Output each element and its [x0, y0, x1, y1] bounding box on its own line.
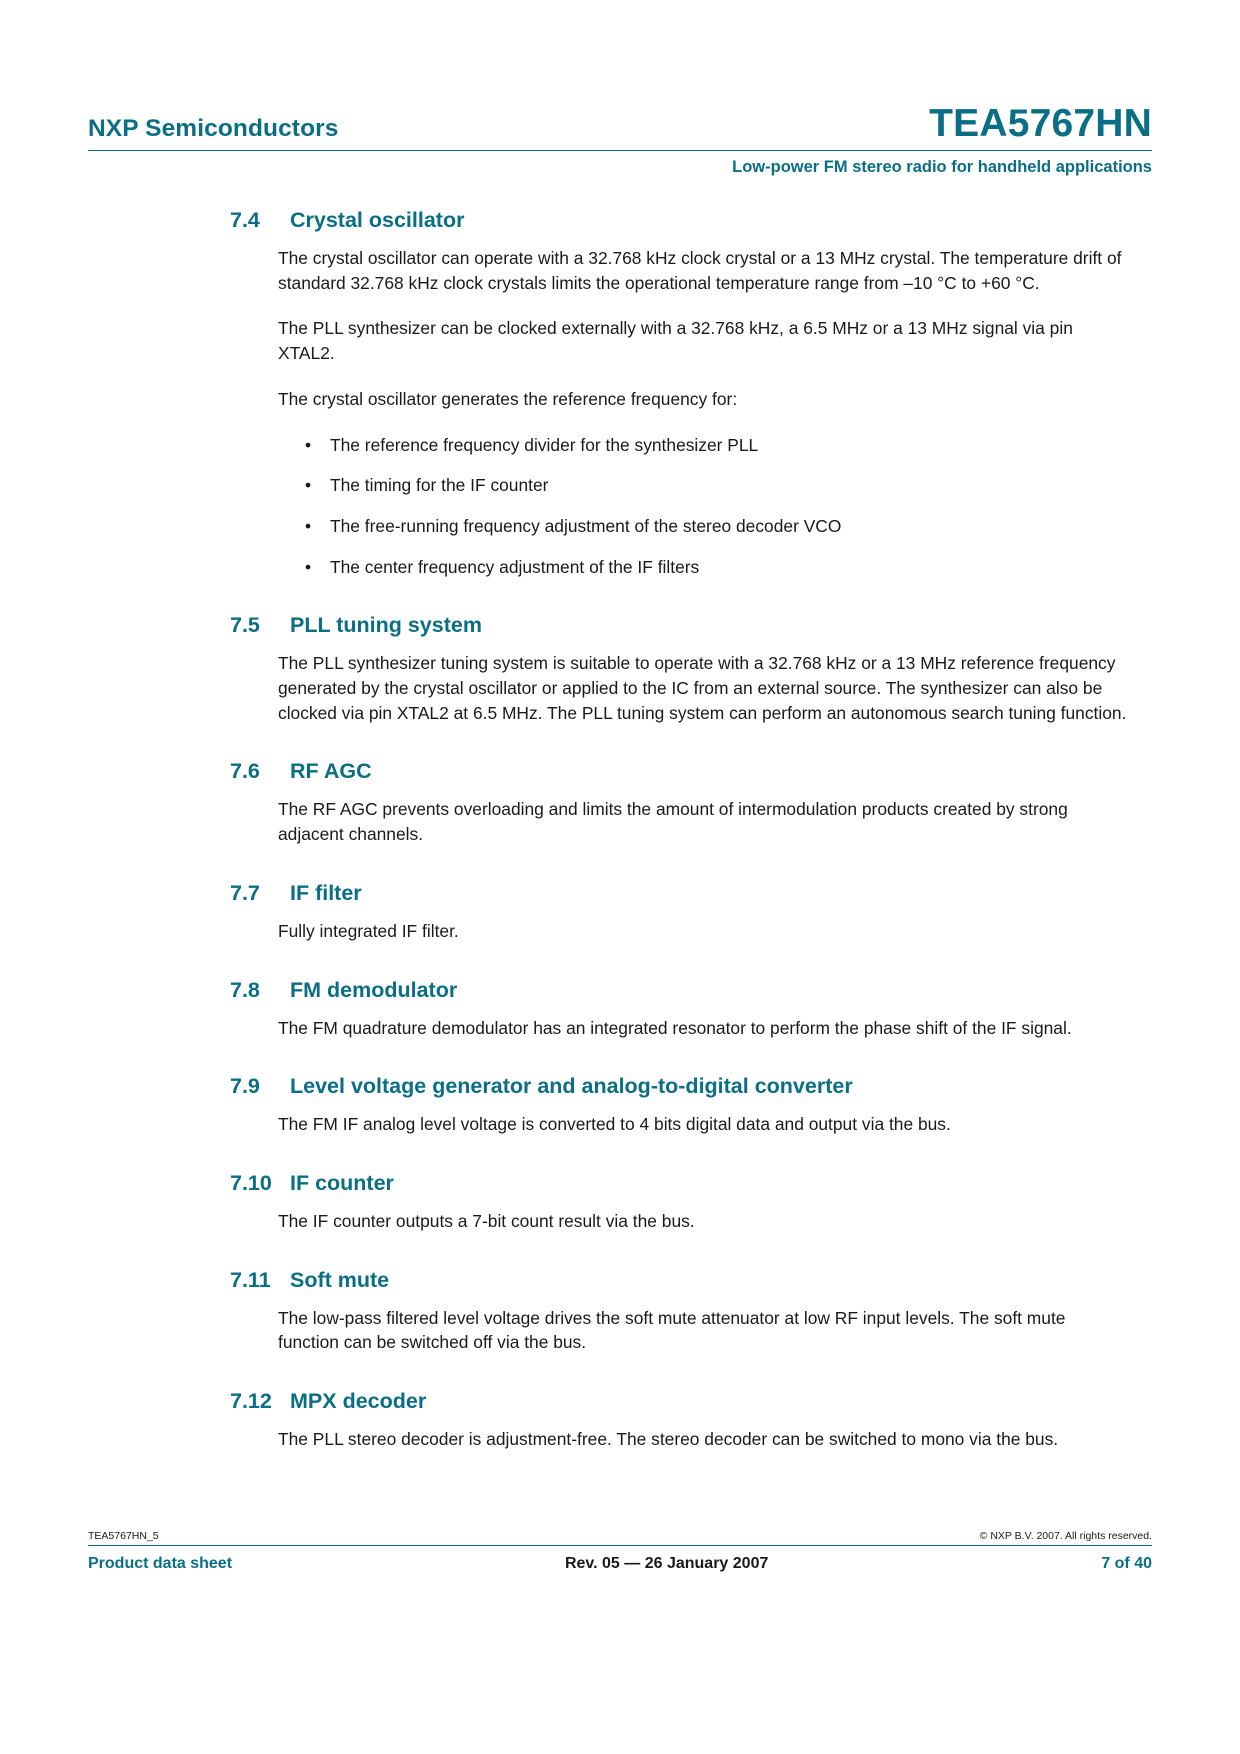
section-body [278, 1306, 1130, 1355]
bullet-list [300, 433, 1130, 580]
section-number: 7.8 [230, 977, 260, 1002]
section-body [278, 651, 1130, 725]
paragraph: The crystal oscillator generates the reference frequency for: [278, 388, 738, 409]
list-item [300, 473, 1130, 498]
section-7-10 [88, 1171, 1152, 1234]
paragraph: The PLL synthesizer tuning system is suitable to operate with a 32.768 kHz or a 13 MHz reference frequency generated by the crystal oscillator or applied to the IC from an external source. The synthesizer can also be clocked via pin XTAL2 at 6.5 MHz. The PLL tuning system can perform an autonomous search tuning function. [278, 653, 1127, 723]
list-item [300, 433, 1130, 458]
section-number: 7.11 [230, 1267, 271, 1292]
bullet-icon: • [305, 556, 312, 577]
section-body [278, 1016, 1130, 1041]
section-number: 7.4 [230, 208, 260, 232]
list-item [300, 555, 1130, 580]
paragraph: The RF AGC prevents overloading and limits the amount of intermodulation products created by strong adjacent channels. [278, 799, 1068, 845]
section-title: Level voltage generator and analog-to-digital converter [290, 1074, 853, 1099]
page-number: 7 of 40 [1101, 1555, 1152, 1572]
paragraph: The FM IF analog level voltage is converted to 4 bits digital data and output via the bus. [278, 1114, 951, 1135]
section-7-5 [88, 613, 1152, 725]
document-body [88, 208, 1152, 1452]
paragraph: Fully integrated IF filter. [278, 920, 459, 941]
part-number-title: TEA5767HN [929, 102, 1152, 145]
footer-divider [88, 1545, 1152, 1546]
section-body [278, 919, 1130, 944]
section-number: 7.6 [230, 759, 260, 784]
paragraph: The IF counter outputs a 7-bit count result via the bus. [278, 1210, 695, 1231]
list-item-text: The reference frequency divider for the synthesizer PLL [330, 434, 759, 455]
section-heading [88, 1074, 1152, 1099]
list-item-text: The timing for the IF counter [330, 475, 549, 496]
bullet-icon: • [305, 475, 312, 496]
document-type: Product data sheet [88, 1555, 233, 1572]
header-title-row [88, 104, 1152, 143]
section-heading [88, 613, 1152, 638]
section-title: MPX decoder [290, 1389, 427, 1414]
paragraph: The low-pass filtered level voltage drives the soft mute attenuator at low RF input levels. The soft mute function can be switched off via the bus. [278, 1307, 1066, 1353]
section-body [278, 246, 1130, 579]
page-header [88, 104, 1152, 177]
section-heading [88, 881, 1152, 906]
section-7-8 [88, 978, 1152, 1041]
list-item [300, 514, 1130, 539]
document-subtitle: Low-power FM stereo radio for handheld applications [732, 158, 1152, 176]
list-item-text: The free-running frequency adjustment of the stereo decoder VCO [330, 515, 842, 536]
section-7-9 [88, 1074, 1152, 1137]
footer-meta-row [88, 1530, 1152, 1545]
section-title: FM demodulator [290, 977, 458, 1002]
section-title: PLL tuning system [290, 613, 482, 638]
paragraph: The PLL stereo decoder is adjustment-free. The stereo decoder can be switched to mono via the bus. [278, 1429, 1059, 1450]
section-number: 7.7 [230, 880, 260, 905]
section-number: 7.12 [230, 1389, 272, 1414]
section-7-11 [88, 1268, 1152, 1355]
section-body [278, 1112, 1130, 1137]
header-divider [88, 150, 1152, 151]
section-heading [88, 978, 1152, 1003]
section-title: IF counter [290, 1170, 394, 1195]
paragraph: The FM quadrature demodulator has an integrated resonator to perform the phase shift of the IF signal. [278, 1017, 1072, 1038]
section-heading [88, 1171, 1152, 1196]
section-body [278, 797, 1130, 846]
section-heading [88, 759, 1152, 784]
document-id: TEA5767HN_5 [88, 1530, 159, 1542]
section-number: 7.9 [230, 1074, 260, 1099]
section-heading [88, 1389, 1152, 1414]
section-7-4 [88, 208, 1152, 579]
section-body [278, 1427, 1130, 1452]
section-heading [88, 208, 1152, 233]
footer-main-row [88, 1555, 1152, 1573]
section-7-6 [88, 759, 1152, 846]
list-item-text: The center frequency adjustment of the IF filters [330, 556, 700, 577]
revision-info: Rev. 05 — 26 January 2007 [564, 1555, 769, 1572]
section-title: IF filter [290, 880, 362, 905]
section-title: Crystal oscillator [290, 208, 465, 232]
section-title: Soft mute [290, 1267, 390, 1292]
section-number: 7.5 [230, 613, 260, 638]
page-footer [88, 1530, 1152, 1573]
company-name: NXP Semiconductors [88, 115, 339, 142]
section-7-7 [88, 881, 1152, 944]
section-title: RF AGC [290, 759, 372, 784]
section-number: 7.10 [230, 1170, 272, 1195]
section-heading [88, 1268, 1152, 1293]
section-body [278, 1209, 1130, 1234]
section-7-12 [88, 1389, 1152, 1452]
paragraph: The crystal oscillator can operate with a 32.768 kHz clock crystal or a 13 MHz crystal. The temperature drift of standard 32.768 kHz clock crystals limits the operational temperature range from –10 °C to +60 °C. [278, 248, 1122, 293]
paragraph: The PLL synthesizer can be clocked externally with a 32.768 kHz, a 6.5 MHz or a 13 MHz signal via pin XTAL2. [278, 318, 1073, 364]
bullet-icon: • [305, 515, 312, 536]
bullet-icon: • [305, 434, 312, 455]
copyright-notice: © NXP B.V. 2007. All rights reserved. [979, 1530, 1152, 1542]
